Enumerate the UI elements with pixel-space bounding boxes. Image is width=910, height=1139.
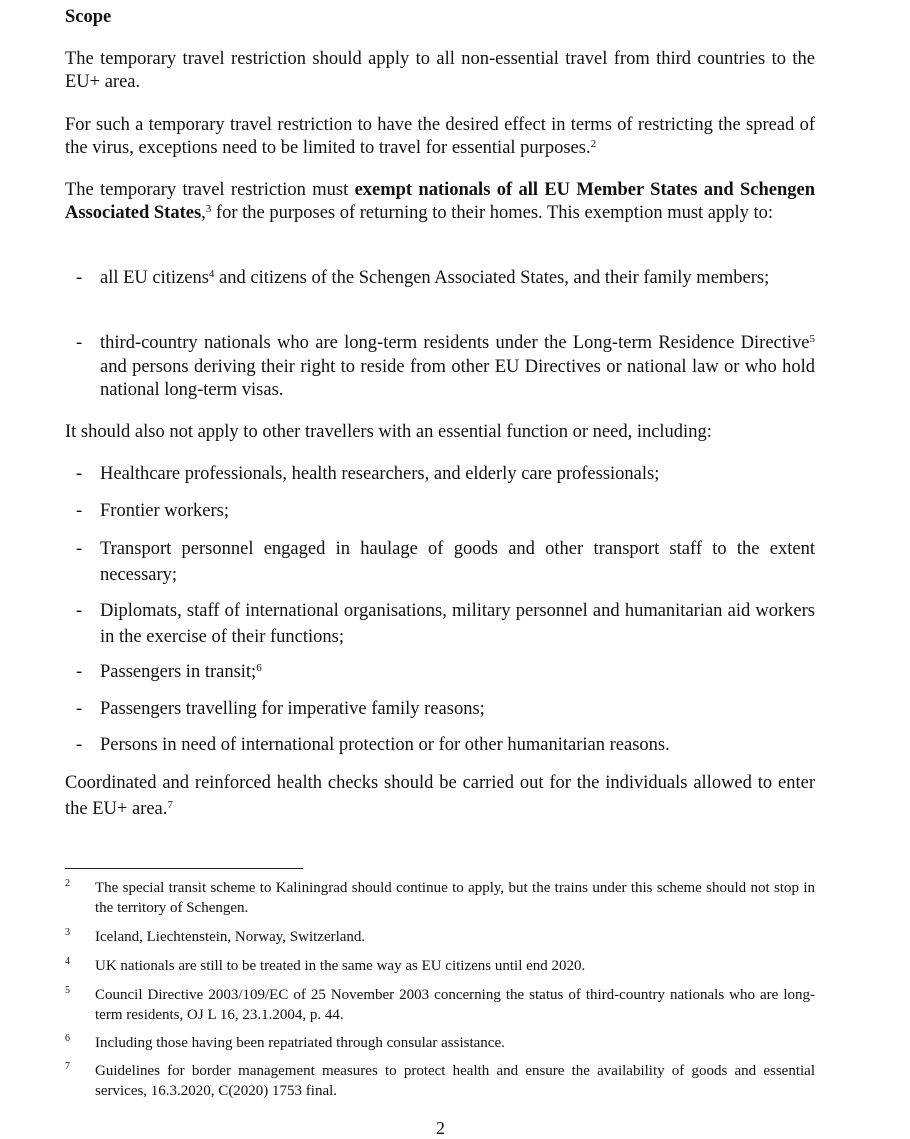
list-item bbox=[65, 537, 815, 588]
list-item-text: all EU citizens bbox=[100, 268, 209, 288]
footnote bbox=[65, 1061, 815, 1101]
footnote-text: Council Directive 2003/109/EC of 25 November 2003 concerning the status of third-country nationals who are long-term residents, OJ L 16, 23.1.2004, p. 44. bbox=[95, 987, 815, 1023]
footnote bbox=[65, 878, 815, 918]
list-item bbox=[65, 599, 815, 650]
list-item-text: Persons in need of international protection or for other humanitarian reasons. bbox=[100, 735, 670, 755]
list-item bbox=[65, 661, 815, 685]
list-item bbox=[65, 734, 815, 758]
footnote bbox=[65, 1033, 815, 1053]
list-item-text: Frontier workers; bbox=[100, 501, 229, 521]
footnote-ref-5[interactable]: 5 bbox=[809, 332, 815, 345]
paragraph-exceptions bbox=[65, 114, 815, 159]
list-dash: - bbox=[76, 464, 83, 484]
paragraph-exempt-nationals bbox=[65, 179, 815, 224]
list-dash: - bbox=[76, 501, 83, 521]
footnote-ref-6[interactable]: 6 bbox=[256, 661, 262, 674]
list-dash: - bbox=[76, 268, 83, 288]
list-item-text: and persons deriving their right to reside from other EU Directives or national law or who hold national long-term visas. bbox=[100, 356, 815, 400]
list-item bbox=[65, 463, 815, 487]
footnote-text: Including those having been repatriated through consular assistance. bbox=[95, 1035, 505, 1051]
paragraph-text: For such a temporary travel restriction to have the desired effect in terms of restricting the spread of the virus, exceptions need to be limited to travel for essential purposes. bbox=[65, 115, 815, 158]
paragraph-scope-intro bbox=[65, 48, 815, 93]
footnote-ref-3[interactable]: 3 bbox=[205, 202, 212, 215]
list-dash: - bbox=[76, 539, 83, 559]
page-number: 2 bbox=[436, 1118, 445, 1138]
list-item-text: Healthcare professionals, health researchers, and elderly care professionals; bbox=[100, 464, 660, 484]
paragraph-text: The temporary travel restriction must bbox=[65, 180, 355, 200]
list-item bbox=[65, 332, 815, 403]
list-dash: - bbox=[76, 662, 83, 682]
footnote-number: 2 bbox=[65, 878, 70, 889]
footnote-number: 6 bbox=[65, 1033, 70, 1044]
footnote-number: 4 bbox=[65, 956, 70, 967]
footnote-ref-7[interactable]: 7 bbox=[167, 798, 173, 811]
paragraph-health-checks bbox=[65, 771, 815, 822]
paragraph-text: Coordinated and reinforced health checks should be carried out for the individuals allowed to enter the EU+ area. bbox=[65, 773, 815, 819]
list-item-text: third-country nationals who are long-term residents under the Long-term Residence Directive bbox=[100, 333, 810, 353]
paragraph-text: It should also not apply to other travellers with an essential function or need, including: bbox=[65, 422, 712, 442]
footnote-number: 5 bbox=[65, 985, 70, 996]
footnote bbox=[65, 927, 815, 947]
footnote-number: 7 bbox=[65, 1061, 70, 1072]
footnote-text: The special transit scheme to Kaliningrad should continue to apply, but the trains under this scheme should not stop in the territory of Schengen. bbox=[95, 880, 815, 916]
footnote-ref-2[interactable]: 2 bbox=[590, 137, 597, 150]
list-item-text: Diplomats, staff of international organisations, military personnel and humanitarian aid workers in the exercise of their functions; bbox=[100, 601, 815, 647]
list-item-text: Passengers in transit; bbox=[100, 662, 257, 682]
paragraph-other-travellers bbox=[65, 421, 815, 444]
footnote-text: UK nationals are still to be treated in the same way as EU citizens until end 2020. bbox=[95, 958, 586, 974]
footnote-ref-4[interactable]: 4 bbox=[208, 267, 215, 280]
paragraph-text: The temporary travel restriction should apply to all non-essential travel from third countries to the EU+ area. bbox=[65, 49, 815, 92]
section-heading: Scope bbox=[65, 7, 112, 27]
footnote-text: Guidelines for border management measures to protect health and ensure the availability of goods and essential services, 16.3.2020, C(2020) 1753 final. bbox=[95, 1063, 815, 1099]
list-dash: - bbox=[76, 735, 83, 755]
footnote-number: 3 bbox=[65, 927, 70, 938]
footnote-divider bbox=[65, 868, 303, 869]
list-item-text: Passengers travelling for imperative family reasons; bbox=[100, 699, 485, 719]
list-item-text: and citizens of the Schengen Associated States, and their family members; bbox=[214, 268, 770, 288]
list-item-text: Transport personnel engaged in haulage of goods and other transport staff to the extent necessary; bbox=[100, 539, 815, 585]
list-dash: - bbox=[76, 601, 83, 621]
footnote bbox=[65, 985, 815, 1025]
list-item bbox=[65, 698, 815, 722]
paragraph-text: , bbox=[201, 202, 206, 223]
paragraph-bold-text: exempt nationals of all EU Member States and Schengen Associated States bbox=[65, 180, 815, 223]
list-item bbox=[65, 500, 815, 524]
footnote bbox=[65, 956, 815, 976]
list-item bbox=[65, 267, 815, 291]
list-dash: - bbox=[76, 333, 83, 353]
list-dash: - bbox=[76, 699, 83, 719]
footnote-text: Iceland, Liechtenstein, Norway, Switzerland. bbox=[95, 929, 366, 945]
paragraph-text: for the purposes of returning to their homes. This exemption must apply to: bbox=[211, 202, 774, 223]
